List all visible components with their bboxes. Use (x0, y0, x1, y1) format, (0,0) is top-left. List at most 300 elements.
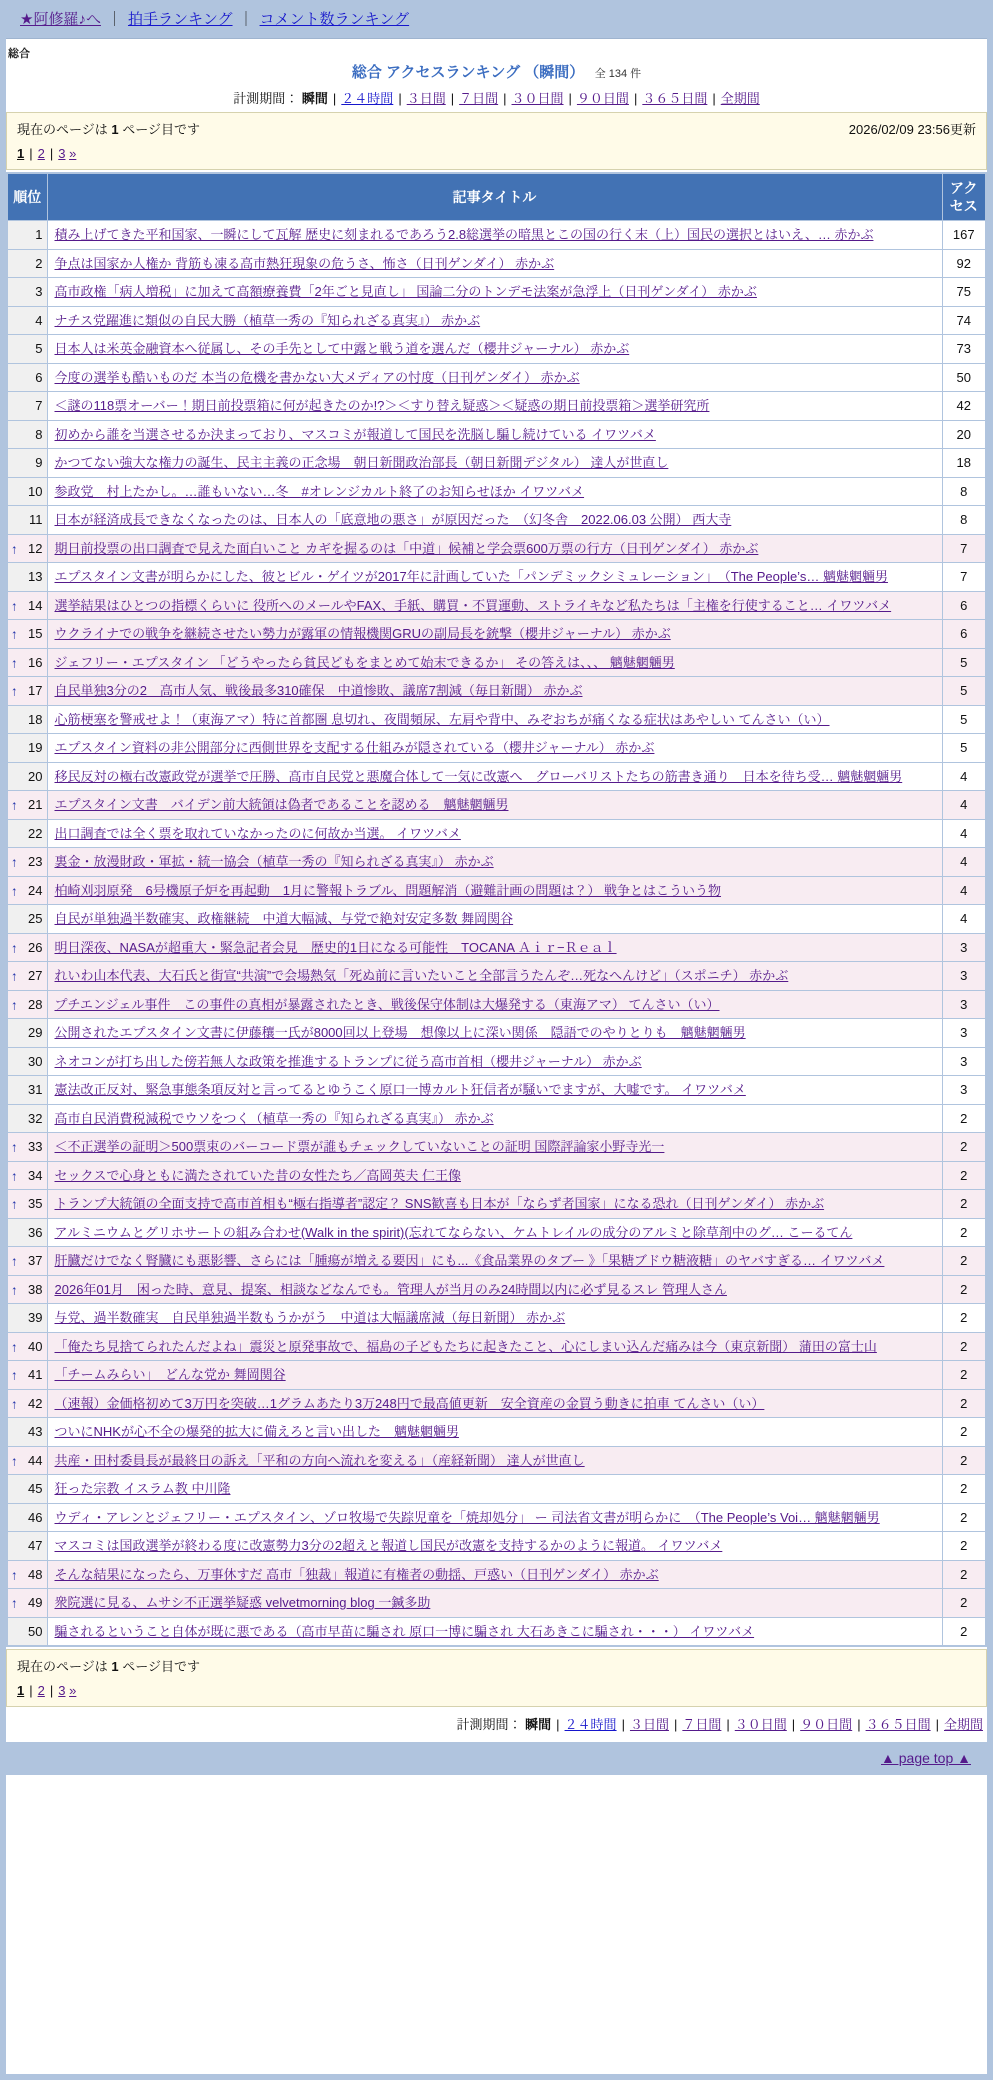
current-page-status: 現在のページは 1 ページ目です (17, 1659, 200, 1675)
access-count: 4 (942, 905, 986, 934)
article-link[interactable]: 柏崎刈羽原発 6号機原子炉を再起動 1月に警報トラブル、問題解消（避難計画の問題は？） 戦争とはこういう物 (54, 882, 722, 898)
access-count: 50 (942, 363, 986, 392)
rank-up-arrow-icon: ↑ (11, 1281, 18, 1297)
article-link[interactable]: 移民反対の極右改憲政党が選挙で圧勝、高市自民党と悪魔合体して一気に改憲へ グローバリストたちの筋書き通り 日本を待ち受… 魑魅魍魎男 (54, 768, 903, 784)
period-link-7d[interactable]: ７日間 (682, 1717, 722, 1733)
rank-cell (7, 1275, 47, 1304)
article-link[interactable]: 心筋梗塞を警戒せよ！（東海アマ）特に首都圏 息切れ、夜間頻尿、左肩や背中、みぞおちが痛くなる症状はあやしい てんさい（い） (54, 711, 830, 727)
rank-cell (7, 734, 47, 763)
table-row (7, 620, 986, 649)
article-title-cell (47, 1503, 942, 1532)
access-count: 5 (942, 648, 986, 677)
period-link-3d[interactable]: ３日間 (629, 1717, 669, 1733)
article-link[interactable]: ウクライナでの戦争を継続させたい勢力が露軍の情報機関GRUの副局長を銃撃（櫻井ジャーナル） 赤かぶ (54, 626, 671, 642)
article-title-cell (47, 249, 942, 278)
period-link-24h[interactable]: ２４時間 (564, 1717, 617, 1733)
access-count: 7 (942, 563, 986, 592)
rank-cell (7, 221, 47, 250)
period-current: 瞬間 (525, 1717, 552, 1733)
rank-up-arrow-icon: ↑ (11, 1595, 18, 1611)
access-count: 3 (942, 962, 986, 991)
rank-value: 12 (28, 540, 43, 556)
article-title-cell (47, 1589, 942, 1618)
rank-cell (7, 1418, 47, 1447)
table-row (7, 221, 986, 250)
article-link[interactable]: 高市自民消費税減税でウソをつく（植草一秀の『知られざる真実』） 赤かぶ (54, 1110, 494, 1126)
period-label: 計測期間： (456, 1717, 522, 1733)
table-row (7, 876, 986, 905)
rank-cell (7, 249, 47, 278)
rank-cell (7, 648, 47, 677)
access-count: 2 (942, 1361, 986, 1390)
total-count: 全 134 件 (594, 68, 642, 80)
article-title-cell (47, 1275, 942, 1304)
rank-cell (7, 1446, 47, 1475)
table-row (7, 1446, 986, 1475)
table-row (7, 1019, 986, 1048)
rank-up-arrow-icon: ↑ (11, 1338, 18, 1354)
rank-cell (7, 1190, 47, 1219)
rank-value: 37 (28, 1253, 43, 1269)
article-link[interactable]: 「俺たち見捨てられたんだよね」震災と原発事故で、福島の子どもたちに起きたこと、心にしまい込んだ痛みは今（東京新聞） 蒲田の富士山 (54, 1338, 877, 1354)
rank-cell (7, 1532, 47, 1561)
rank-value: 30 (28, 1053, 43, 1069)
rank-cell (7, 1332, 47, 1361)
article-title-cell (47, 1047, 942, 1076)
article-link[interactable]: アルミニウムとグリホサートの組み合わせ(Walk in the spirit)(忘れてならない、ケムトレイルの成分のアルミと除草剤中のグ… こーるてん (54, 1224, 853, 1240)
access-count: 3 (942, 990, 986, 1019)
rank-cell (7, 1589, 47, 1618)
access-count: 4 (942, 762, 986, 791)
rank-value: 22 (28, 825, 43, 841)
period-link-90d[interactable]: ９０日間 (800, 1717, 853, 1733)
article-title-cell (47, 1418, 942, 1447)
article-link[interactable]: 共産・田村委員長が最終日の訴え「平和の方向へ流れを変える」（産経新聞） 達人が世直し (54, 1452, 585, 1468)
access-count: 2 (942, 1389, 986, 1418)
access-count: 2 (942, 1218, 986, 1247)
article-title-cell (47, 819, 942, 848)
top-nav-bar (6, 0, 987, 39)
period-link-all[interactable]: 全期間 (720, 91, 760, 106)
rank-cell (7, 1047, 47, 1076)
rank-cell (7, 335, 47, 364)
rank-value: 3 (35, 284, 43, 300)
period-link-365d[interactable]: ３６５日間 (642, 91, 708, 106)
access-count: 4 (942, 791, 986, 820)
rank-value: 33 (28, 1139, 43, 1155)
rank-up-arrow-icon: ↑ (11, 1452, 18, 1468)
rank-value: 4 (35, 312, 43, 328)
access-count: 2 (942, 1304, 986, 1333)
article-title-cell (47, 1190, 942, 1219)
article-link[interactable]: 狂った宗教 イスラム教 中川隆 (54, 1481, 231, 1497)
period-link-365d[interactable]: ３６５日間 (865, 1717, 931, 1733)
rank-cell (7, 1304, 47, 1333)
rank-up-arrow-icon: ↑ (11, 1395, 18, 1411)
table-row (7, 1275, 986, 1304)
access-count: 2 (942, 1190, 986, 1219)
rank-cell (7, 990, 47, 1019)
rank-up-arrow-icon: ↑ (11, 1566, 18, 1582)
article-link[interactable]: マスコミは国政選挙が終わる度に改憲勢力3分の2超えと報道し国民が改憲を支持するかのように報道。 イワツバメ (54, 1538, 723, 1554)
bottom-spacer (6, 1775, 987, 1817)
rank-value: 43 (28, 1424, 43, 1440)
period-selector-bottom: 計測期間： 瞬間 | ２４時間 | ３日間 | ７日間 | ３０日間 | ９０日間 | ３６５日間 | 全期間 (456, 1717, 983, 1733)
table-row (7, 677, 986, 706)
article-title-cell (47, 335, 942, 364)
rank-cell (7, 1475, 47, 1504)
period-link-all[interactable]: 全期間 (943, 1717, 983, 1733)
access-count: 5 (942, 705, 986, 734)
rank-cell (7, 392, 47, 421)
table-row (7, 449, 986, 478)
table-row (7, 762, 986, 791)
rank-cell (7, 363, 47, 392)
article-link[interactable]: ナチス党躍進に類似の自民大勝（植草一秀の『知られざる真実』） 赤かぶ (54, 312, 481, 328)
rank-cell (7, 962, 47, 991)
table-row (7, 1475, 986, 1504)
page-status-box-top (6, 112, 987, 170)
table-row (7, 335, 986, 364)
rank-value: 47 (28, 1538, 43, 1554)
access-count: 18 (942, 449, 986, 478)
table-row (7, 1304, 986, 1333)
article-title-cell (47, 563, 942, 592)
rank-value: 32 (28, 1110, 43, 1126)
pager-next-link[interactable]: » (69, 146, 77, 161)
access-count: 5 (942, 734, 986, 763)
rank-value: 6 (35, 369, 43, 385)
rank-value: 26 (28, 939, 43, 955)
article-link[interactable]: 憲法改正反対、緊急事態条項反対と言ってるとゆうこく原口一博カルト狂信者が騒いでますが、大嘘です。 イワツバメ (54, 1082, 746, 1098)
article-link[interactable]: エプスタイン資料の非公開部分に西側世界を支配する仕組みが隠されている（櫻井ジャーナル） 赤かぶ (54, 740, 655, 756)
rank-value: 27 (28, 968, 43, 984)
rank-up-arrow-icon: ↑ (11, 968, 18, 984)
nav-link-home[interactable]: ★阿修羅♪へ (20, 11, 101, 28)
rank-up-arrow-icon: ↑ (11, 1367, 18, 1383)
nav-separator: ｜ (238, 11, 254, 28)
rank-value: 24 (28, 882, 43, 898)
article-title-cell (47, 1304, 942, 1333)
table-row (7, 848, 986, 877)
rank-value: 11 (29, 512, 43, 528)
access-count: 2 (942, 1560, 986, 1589)
table-row (7, 1076, 986, 1105)
rank-cell (7, 1617, 47, 1646)
article-title-cell (47, 734, 942, 763)
rank-value: 14 (28, 597, 43, 613)
article-title-cell (47, 392, 942, 421)
access-count: 4 (942, 876, 986, 905)
access-count: 167 (942, 221, 986, 250)
article-link[interactable]: 裏金・放漫財政・軍拡・統一協会（植草一秀の『知られざる真実』） 赤かぶ (54, 854, 494, 870)
article-title-cell (47, 1076, 942, 1105)
pager-next-link[interactable]: » (69, 1683, 77, 1699)
rank-value: 45 (28, 1481, 43, 1497)
page-title-line (6, 61, 987, 82)
rank-up-arrow-icon: ↑ (11, 597, 18, 613)
header-access: アクセス (942, 173, 986, 221)
period-link-24h[interactable]: ２４時間 (341, 91, 394, 106)
rank-cell (7, 791, 47, 820)
article-link[interactable]: 選挙結果はひとつの指標くらいに 役所へのメールやFAX、手紙、購買・不買運動、ストライキなど私たちは「主権を行使すること… イワツバメ (54, 597, 892, 613)
access-count: 2 (942, 1532, 986, 1561)
nav-link-clap-ranking[interactable]: 拍手ランキング (127, 11, 233, 28)
access-count: 2 (942, 1418, 986, 1447)
article-title-cell (47, 1161, 942, 1190)
table-row (7, 591, 986, 620)
article-link[interactable]: ネオコンが打ち出した傍若無人な政策を推進するトランプに従う高市首相（櫻井ジャーナル） 赤かぶ (54, 1053, 642, 1069)
article-title-cell (47, 1332, 942, 1361)
article-link[interactable]: 衆院選に見る、ムサシ不正選挙疑惑 velvetmorning blog 一鍼多助 (54, 1595, 431, 1611)
rank-cell (7, 819, 47, 848)
article-title-cell (47, 534, 942, 563)
table-row (7, 1560, 986, 1589)
article-link[interactable]: 肝臓だけでなく腎臓にも悪影響、さらには「腫瘍が増える要因」にも...《食品業界のタブー 》「果糖ブドウ糖液糖」のヤバすぎる… イワツバメ (54, 1253, 885, 1269)
article-link[interactable]: 出口調査では全く票を取れていなかったのに何故か当選。 イワツバメ (54, 825, 461, 841)
table-row (7, 962, 986, 991)
article-title-cell (47, 620, 942, 649)
article-link[interactable]: 2026年01月 困った時、意見、提案、相談などなんでも。管理人が当月のみ24時間以内に必ず見るスレ 管理人さん (54, 1281, 727, 1297)
pager-bottom: 1 | 2 | 3 » (17, 1683, 77, 1699)
footer-bar (6, 1742, 987, 1775)
pager-current-page: 1 (17, 1683, 25, 1699)
period-link-7d[interactable]: ７日間 (459, 91, 499, 106)
rank-value: 34 (28, 1167, 43, 1183)
rank-value: 38 (28, 1281, 43, 1297)
pager-top: 1 | 2 | 3 » (17, 146, 77, 161)
table-row (7, 1161, 986, 1190)
article-title-cell (47, 848, 942, 877)
period-link-90d[interactable]: ９０日間 (576, 91, 629, 106)
rank-cell (7, 306, 47, 335)
table-row (7, 278, 986, 307)
table-row (7, 563, 986, 592)
period-label: 計測期間： (233, 91, 299, 106)
access-count: 8 (942, 506, 986, 535)
article-title-cell (47, 1133, 942, 1162)
rank-cell (7, 1104, 47, 1133)
article-title-cell (47, 278, 942, 307)
page-top-link[interactable]: ▲ page top ▲ (881, 1750, 971, 1767)
access-count: 2 (942, 1133, 986, 1162)
rank-value: 48 (28, 1566, 43, 1582)
rank-value: 36 (28, 1224, 43, 1240)
rank-cell (7, 1218, 47, 1247)
article-link[interactable]: 日本が経済成長できなくなったのは、日本人の「底意地の悪さ」が原因だった （幻冬舎 2022.06.03 公開） 西大寺 (54, 512, 732, 528)
current-page-number: 1 (111, 1659, 119, 1675)
article-link[interactable]: プチエンジェル事件 この事件の真相が暴露されたとき、戦後保守体制は大爆発する（東海アマ） てんさい（い） (54, 996, 720, 1012)
rank-value: 31 (28, 1082, 43, 1098)
period-link-30d[interactable]: ３０日間 (511, 91, 564, 106)
rank-value: 35 (28, 1196, 43, 1212)
access-count: 4 (942, 819, 986, 848)
article-title-cell (47, 506, 942, 535)
table-row (7, 1247, 986, 1276)
rank-up-arrow-icon: ↑ (11, 939, 18, 955)
table-row (7, 1332, 986, 1361)
rank-value: 25 (28, 911, 43, 927)
article-title-cell (47, 990, 942, 1019)
access-count: 74 (942, 306, 986, 335)
current-page-status: 現在のページは 1 ページ目です (17, 122, 200, 137)
pager-page-2-link[interactable]: 2 (37, 146, 45, 161)
article-link[interactable]: 初めから誰を当選させるか決まっており、マスコミが報道して国民を洗脳し騙し続けている イワツバメ (54, 426, 656, 442)
article-link[interactable]: 騙されるということ自体が既に悪である（高市早苗に騙され 原口一博に騙され 大石あきこに騙され・・・） イワツバメ (54, 1623, 755, 1639)
article-title-cell (47, 1389, 942, 1418)
rank-cell (7, 1076, 47, 1105)
article-link[interactable]: ウディ・アレンとジェフリー・エプスタイン、ゾロ牧場で失踪児童を「焼却処分」 ー 司法省文書が明らかに （The People’s Voi… 魑魅魍魎男 (54, 1509, 880, 1525)
article-link[interactable]: 参政党 村上たかし。…誰もいない…冬 #オレンジカルト終了のお知らせほか イワツバメ (54, 483, 585, 499)
rank-value: 29 (28, 1025, 43, 1041)
access-count: 2 (942, 1503, 986, 1532)
access-count: 2 (942, 1332, 986, 1361)
table-row (7, 1104, 986, 1133)
article-link[interactable]: 明日深夜、NASAが超重大・緊急記者会見 歴史的1日になる可能性 TOCANA Ａｉｒ−Ｒｅａｌ (54, 939, 617, 955)
pager-page-3-link[interactable]: 3 (58, 146, 66, 161)
rank-cell (7, 677, 47, 706)
rank-value: 20 (28, 768, 43, 784)
rank-up-arrow-icon: ↑ (11, 854, 18, 870)
rank-cell (7, 876, 47, 905)
ranking-table-body (7, 221, 986, 1647)
rank-value: 2 (35, 255, 43, 271)
rank-cell (7, 449, 47, 478)
table-row (7, 1503, 986, 1532)
article-link[interactable]: ＜不正選挙の証明＞500票束のバーコード票が誰もチェックしていないことの証明 国際評論家小野寺光一 (54, 1139, 665, 1155)
access-count: 42 (942, 392, 986, 421)
access-count: 6 (942, 620, 986, 649)
access-count: 5 (942, 677, 986, 706)
rank-value: 50 (28, 1623, 43, 1639)
rank-cell (7, 534, 47, 563)
rank-cell (7, 506, 47, 535)
table-row (7, 905, 986, 934)
article-link[interactable]: ＜謎の118票オーバー！期日前投票箱に何が起きたのか!?＞＜すり替え疑惑＞＜疑惑の期日前投票箱＞選挙研究所 (54, 398, 710, 414)
pager-page-3-link[interactable]: 3 (58, 1683, 66, 1699)
access-count: 73 (942, 335, 986, 364)
article-link[interactable]: 高市政権「病人増税」に加えて高額療養費「2年ごと見直し」 国論二分のトンデモ法案が急浮上（日刊ゲンダイ） 赤かぶ (54, 284, 757, 300)
article-link[interactable]: 日本人は米英金融資本へ従属し、その手先として中露と戦う道を選んだ（櫻井ジャーナル） 赤かぶ (54, 341, 630, 357)
rank-cell (7, 933, 47, 962)
rank-value: 49 (28, 1595, 43, 1611)
rank-up-arrow-icon: ↑ (11, 1253, 18, 1269)
article-link[interactable]: エプスタイン文書 バイデン前大統領は偽者であることを認める 魑魅魍魎男 (54, 797, 509, 813)
table-row (7, 990, 986, 1019)
article-title-cell (47, 1560, 942, 1589)
header-rank: 順位 (7, 173, 47, 221)
rank-cell (7, 905, 47, 934)
rank-cell (7, 620, 47, 649)
rank-value: 21 (28, 797, 43, 813)
rank-value: 23 (28, 854, 43, 870)
rank-cell (7, 1133, 47, 1162)
article-link[interactable]: そんな結果になったら、万事休すだ 高市「独裁」報道に有権者の動揺、戸惑い（日刊ゲンダイ） 赤かぶ (54, 1566, 659, 1582)
article-link[interactable]: 争点は国家か人権か 背筋も凍る高市熱狂現象の危うさ、怖さ（日刊ゲンダイ） 赤かぶ (54, 255, 555, 271)
rank-up-arrow-icon: ↑ (11, 626, 18, 642)
article-link[interactable]: （速報）金価格初めて3万円を突破…1グラムあたり3万248円で最高値更新 安全資産の金買う動きに拍車 てんさい（い） (54, 1395, 765, 1411)
rank-up-arrow-icon: ↑ (11, 1167, 18, 1183)
period-link-3d[interactable]: ３日間 (406, 91, 446, 106)
access-count: 20 (942, 420, 986, 449)
current-page-number: 1 (111, 122, 119, 137)
rank-up-arrow-icon: ↑ (11, 882, 18, 898)
rank-cell (7, 420, 47, 449)
table-row (7, 363, 986, 392)
article-title-cell (47, 648, 942, 677)
table-row (7, 1389, 986, 1418)
access-count: 8 (942, 477, 986, 506)
article-link[interactable]: ついにNHKが心不全の爆発的拡大に備えろと言い出した 魑魅魍魎男 (54, 1424, 459, 1440)
rank-cell (7, 1361, 47, 1390)
rank-value: 44 (28, 1452, 43, 1468)
access-count: 2 (942, 1247, 986, 1276)
article-link[interactable]: エプスタイン文書が明らかにした、彼とビル・ゲイツが2017年に計画していた「パンデミックシミュレーション」 （The People’s… 魑魅魍魎男 (54, 569, 888, 585)
article-link[interactable]: 公開されたエプスタイン文書に伊藤穰一氏が8000回以上登場 想像以上に深い関係 隠語でのやりとりも 魑魅魍魎男 (54, 1025, 746, 1041)
article-title-cell (47, 306, 942, 335)
article-link[interactable]: 自民が単独過半数確実、政権継続 中道大幅減、与党で絶対安定多数 舞岡関谷 (54, 911, 514, 927)
article-link[interactable]: 積み上げてきた平和国家、一瞬にして瓦解 歴史に刻まれるであろう2.8総選挙の暗黒とこの国の行く末（上）国民の選択とはいえ、… 赤かぶ (54, 227, 874, 243)
access-count: 2 (942, 1446, 986, 1475)
access-count: 75 (942, 278, 986, 307)
access-count: 2 (942, 1475, 986, 1504)
article-title-cell (47, 1104, 942, 1133)
rank-value: 40 (28, 1338, 43, 1354)
rank-value: 46 (28, 1509, 43, 1525)
article-link[interactable]: 自民単独3分の2 高市人気、戦後最多310確保 中道惨敗、議席7割減（毎日新聞） 赤かぶ (54, 683, 583, 699)
period-link-30d[interactable]: ３０日間 (734, 1717, 787, 1733)
table-row (7, 420, 986, 449)
rank-cell (7, 563, 47, 592)
rank-up-arrow-icon: ↑ (11, 540, 18, 556)
table-row (7, 1589, 986, 1618)
article-link[interactable]: ジェフリー・エプスタイン 「どうやったら貧民どもをまとめて始末できるか」 その答えは、、、 魑魅魍魎男 (54, 654, 675, 670)
rank-cell (7, 762, 47, 791)
article-link[interactable]: 今度の選挙も酷いものだ 本当の危機を書かない大メディアの忖度（日刊ゲンダイ） 赤かぶ (54, 369, 580, 385)
article-link[interactable]: 「チームみらい」 どんな党か 舞岡関谷 (54, 1367, 286, 1383)
access-count: 2 (942, 1104, 986, 1133)
article-title-cell (47, 1247, 942, 1276)
article-title-cell (47, 762, 942, 791)
table-row (7, 1047, 986, 1076)
table-row (7, 392, 986, 421)
article-link[interactable]: 与党、過半数確実 自民単独過半数もうかがう 中道は大幅議席減（毎日新聞） 赤かぶ (54, 1310, 566, 1326)
article-title-cell (47, 677, 942, 706)
table-row (7, 1190, 986, 1219)
updated-timestamp: 2026/02/09 23:56更新 (848, 122, 976, 137)
pager-current-page: 1 (17, 146, 25, 161)
article-link[interactable]: 期日前投票の出口調査で見えた面白いこと カギを握るのは「中道」候補と学会票600万票の行方（日刊ゲンダイ） 赤かぶ (54, 540, 759, 556)
access-count: 3 (942, 933, 986, 962)
article-link[interactable]: かつてない強大な権力の誕生、民主主義の正念場 朝日新聞政治部長（朝日新聞デジタル） 達人が世直し (54, 455, 669, 471)
rank-value: 18 (28, 711, 43, 727)
article-title-cell (47, 363, 942, 392)
table-row (7, 705, 986, 734)
table-row (7, 933, 986, 962)
article-link[interactable]: セックスで心身ともに満たされていた昔の女性たち／高岡英夫 仁王像 (54, 1167, 461, 1183)
article-title-cell (47, 705, 942, 734)
rank-cell (7, 477, 47, 506)
rank-cell (7, 1503, 47, 1532)
pager-page-2-link[interactable]: 2 (37, 1683, 45, 1699)
article-link[interactable]: トランプ大統領の全面支持で高市首相も“極右指導者”認定？ SNS歓喜も日本が「ならず者国家」になる恐れ（日刊ゲンダイ） 赤かぶ (54, 1196, 825, 1212)
nav-link-comment-ranking[interactable]: コメント数ランキング (259, 11, 410, 28)
table-row (7, 477, 986, 506)
article-title-cell (47, 791, 942, 820)
table-row (7, 819, 986, 848)
article-link[interactable]: れいわ山本代表、大石氏と街宣“共演”で会場熱気「死ぬ前に言いたいこと全部言うたんぞ…死なへんけど」（スポニチ） 赤かぶ (54, 968, 789, 984)
table-row (7, 1361, 986, 1390)
